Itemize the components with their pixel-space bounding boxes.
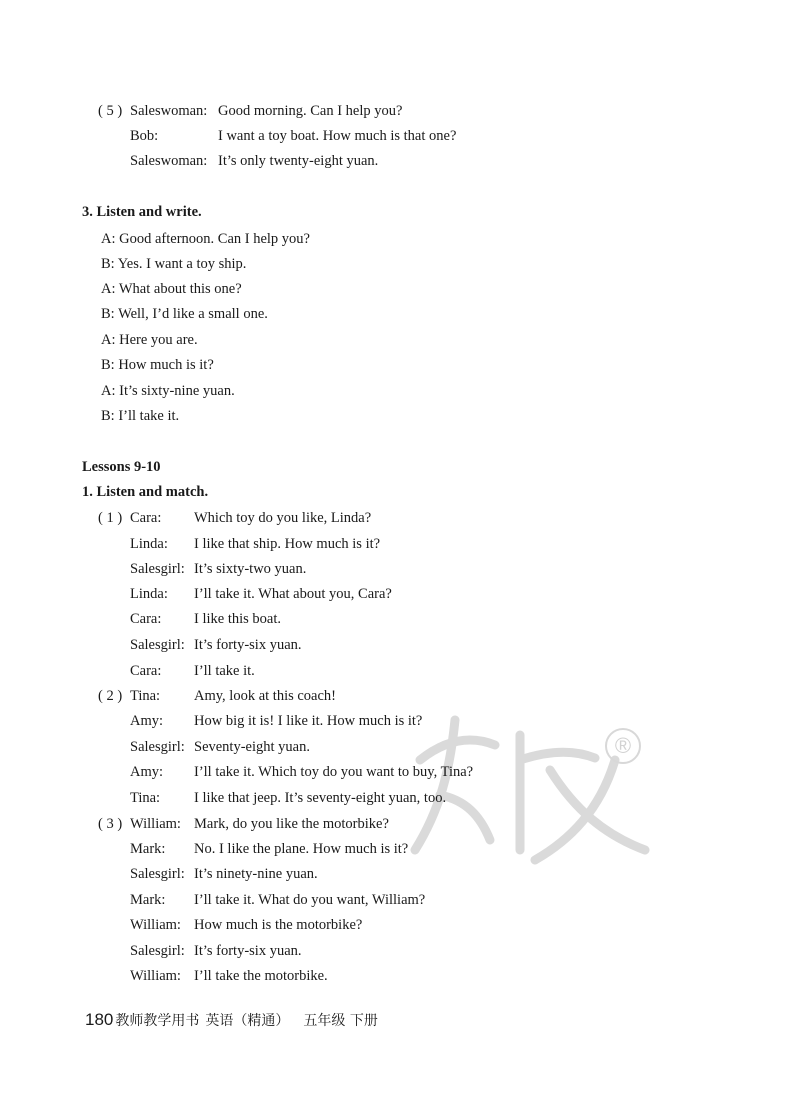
speaker: Cara: xyxy=(130,663,162,679)
speaker: William: xyxy=(130,816,181,832)
item-number: ( 1 ) xyxy=(98,510,123,526)
utterance: It’s sixty-two yuan. xyxy=(194,561,307,577)
utterance: It’s ninety-nine yuan. xyxy=(194,866,318,882)
section3-heading: 3. Listen and write. xyxy=(82,204,202,220)
section3-line: B: How much is it? xyxy=(101,357,214,373)
speaker: Salesgirl: xyxy=(130,637,185,653)
section3-line: A: Good afternoon. Can I help you? xyxy=(101,231,310,247)
page-footer xyxy=(85,1008,384,1032)
section3-line: B: I’ll take it. xyxy=(101,408,180,424)
section3-line: A: It’s sixty-nine yuan. xyxy=(101,383,235,399)
utterance: Mark, do you like the motorbike? xyxy=(194,816,389,832)
item-number: ( 3 ) xyxy=(98,816,123,832)
speaker: Salesgirl: xyxy=(130,561,185,577)
utterance: I’ll take it. Which toy do you want to buy, Tina? xyxy=(194,764,474,780)
utterance: It’s forty-six yuan. xyxy=(194,637,302,653)
registered-mark: ® xyxy=(605,728,641,764)
speaker: Mark: xyxy=(130,841,166,857)
utterance: I like this boat. xyxy=(194,611,281,627)
publisher-watermark-icon xyxy=(400,700,660,870)
speaker: Tina: xyxy=(130,688,161,704)
book-title: 教师教学用书 xyxy=(115,1013,200,1029)
speaker: Saleswoman: xyxy=(130,153,208,169)
item-number: ( 2 ) xyxy=(98,688,123,704)
utterance: Good morning. Can I help you? xyxy=(218,103,403,119)
speaker: Salesgirl: xyxy=(130,943,185,959)
listen-match-heading: 1. Listen and match. xyxy=(82,484,209,500)
speaker: Saleswoman: xyxy=(130,103,208,119)
speaker: Linda: xyxy=(130,536,168,552)
speaker: Amy: xyxy=(130,764,164,780)
speaker: Tina: xyxy=(130,790,161,806)
subject-label: 英语（精通） xyxy=(205,1013,290,1029)
utterance: It’s only twenty-eight yuan. xyxy=(218,153,379,169)
section3-line: B: Yes. I want a toy ship. xyxy=(101,256,247,272)
lessons-heading: Lessons 9-10 xyxy=(82,459,161,475)
utterance: I like that ship. How much is it? xyxy=(194,536,381,552)
utterance: How big it is! I like it. How much is it? xyxy=(194,713,423,729)
item-number: ( 5 ) xyxy=(98,103,123,119)
speaker: Salesgirl: xyxy=(130,739,185,755)
utterance: I’ll take it. xyxy=(194,663,255,679)
speaker: Bob: xyxy=(130,128,159,144)
section3-line: A: Here you are. xyxy=(101,332,198,348)
speaker: William: xyxy=(130,917,181,933)
section3-line: A: What about this one? xyxy=(101,281,242,297)
utterance: I like that jeep. It’s seventy-eight yuan, too. xyxy=(194,790,447,806)
speaker: Cara: xyxy=(130,611,162,627)
utterance: How much is the motorbike? xyxy=(194,917,363,933)
grade-label: 五年级 下册 xyxy=(303,1013,378,1029)
page-number: 180 xyxy=(85,1010,114,1029)
utterance: Seventy-eight yuan. xyxy=(194,739,310,755)
utterance: I want a toy boat. How much is that one? xyxy=(218,128,457,144)
utterance: I’ll take the motorbike. xyxy=(194,968,328,984)
utterance: I’ll take it. What do you want, William? xyxy=(194,892,426,908)
section3-line: B: Well, I’d like a small one. xyxy=(101,306,268,322)
speaker: Mark: xyxy=(130,892,166,908)
utterance: Amy, look at this coach! xyxy=(194,688,337,704)
utterance: It’s forty-six yuan. xyxy=(194,943,302,959)
utterance: Which toy do you like, Linda? xyxy=(194,510,372,526)
utterance: No. I like the plane. How much is it? xyxy=(194,841,409,857)
speaker: Salesgirl: xyxy=(130,866,185,882)
speaker: William: xyxy=(130,968,181,984)
speaker: Cara: xyxy=(130,510,162,526)
speaker: Amy: xyxy=(130,713,164,729)
utterance: I’ll take it. What about you, Cara? xyxy=(194,586,392,602)
speaker: Linda: xyxy=(130,586,168,602)
